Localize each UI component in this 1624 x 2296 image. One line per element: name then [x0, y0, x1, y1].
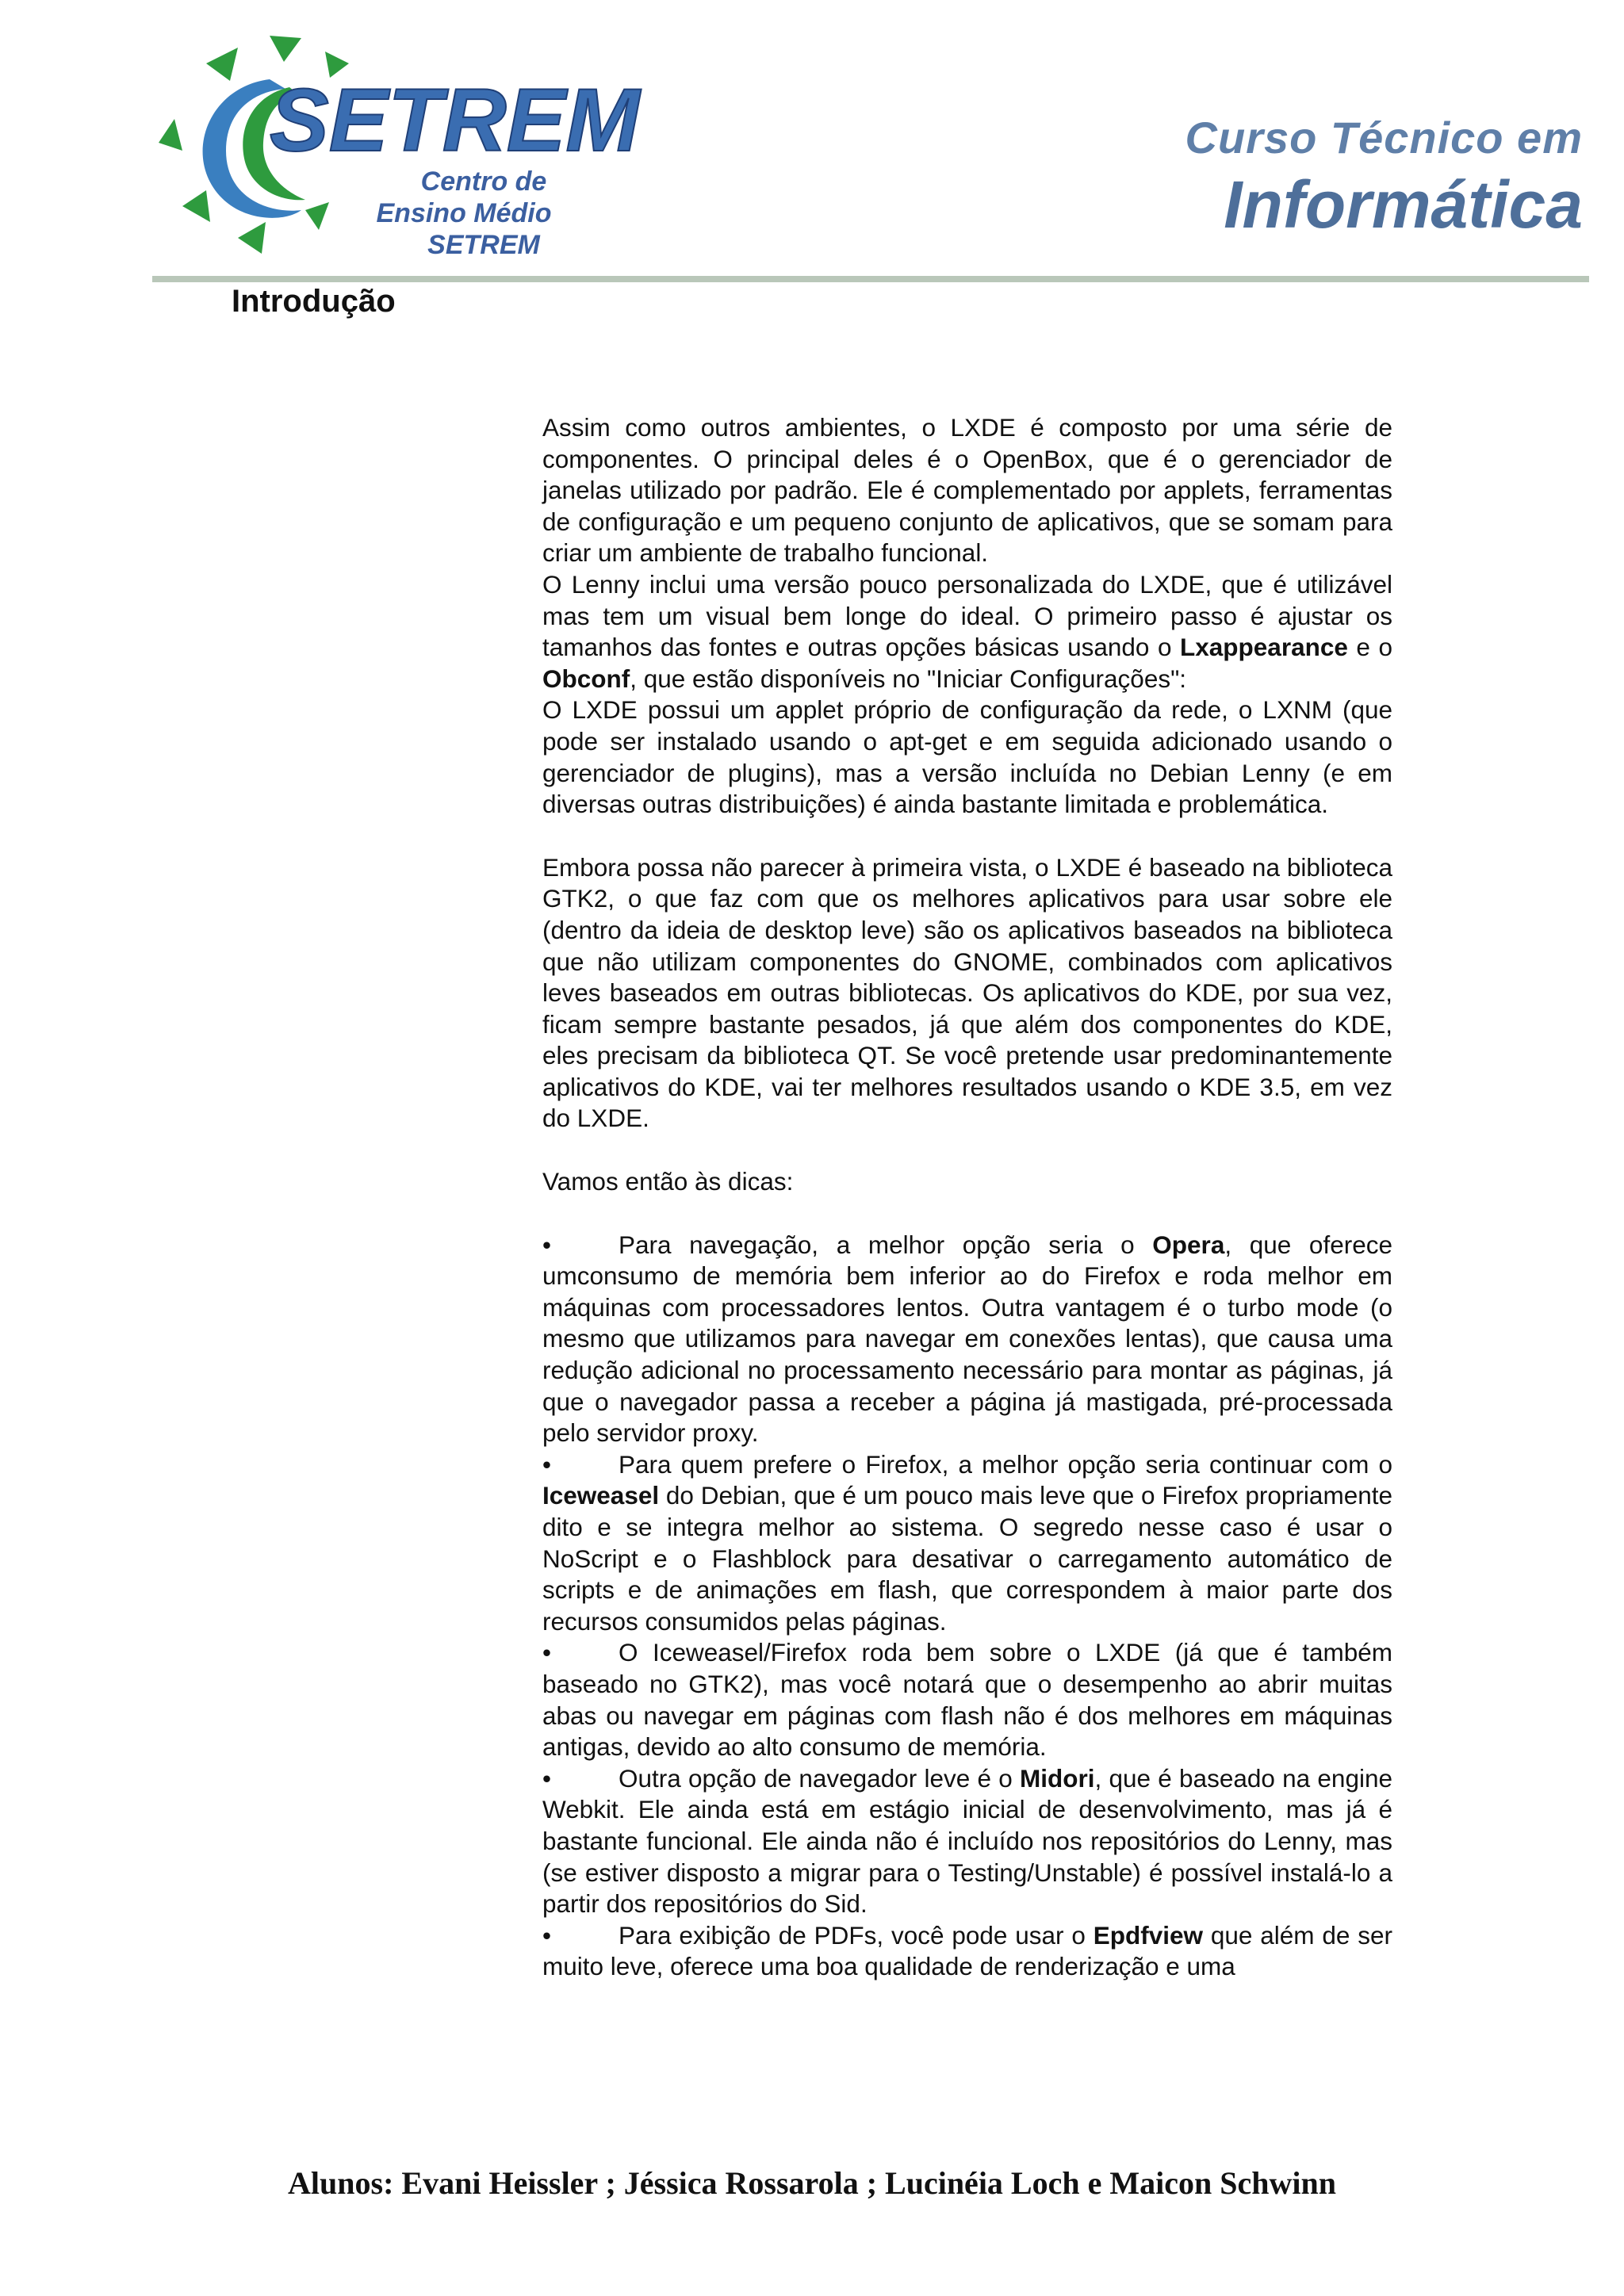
list-item-text-a: Para exibição de PDFs, você pode usar o: [619, 1920, 1094, 1950]
list-item-text-c: que além de ser muito leve, oferece uma boa qualidade de renderização e uma: [542, 1920, 1392, 1981]
list-item-text-a: O Iceweasel/Firefox roda bem sobre o LXDE (já que é também baseado no GTK2), mas você notará que o desempenho ao abrir muitas abas ou navegar em páginas com flash não é dos melhores em máquinas antigas, devido ao alto consumo de memória.: [542, 1638, 1392, 1762]
spacer: [542, 1198, 1392, 1230]
list-item-bold: Midori: [1020, 1763, 1095, 1793]
list-item-text-c: , que oferece umconsumo de memória bem inferior ao do Firefox e roda melhor em máquinas com processadores lentos. Outra vantagem é o turbo mode (o mesmo que utilizamos para navegar em conexões lentas), que causa uma redução adicional no processamento necessário para montar as páginas, já que o navegador passa a receber a página já mastigada, pré-processada pelo servidor proxy.: [542, 1230, 1392, 1448]
paragraph-1: Assim como outros ambientes, o LXDE é composto por uma série de componentes. O principal deles é o OpenBox, que é o gerenciador de janelas utilizado por padrão. Ele é complementado por applets, ferramentas de configuração e um pequeno conjunto de aplicativos, que se somam para criar um ambiente de trabalho funcional.: [542, 413, 1392, 568]
logo-subtitle-3: SETREM: [427, 230, 540, 260]
paragraph-2-text-d: , que estão disponíveis no "Iniciar Configurações":: [630, 664, 1187, 693]
list-item: [542, 1230, 1392, 1449]
logo-triangle: [270, 36, 301, 62]
course-title-line2: Informática: [1224, 167, 1583, 242]
logo-brand-text: SETREM: [270, 71, 640, 170]
main-content: [542, 412, 1392, 1983]
list-item-text-a: Para quem prefere o Firefox, a melhor opção seria continuar com o: [619, 1449, 1392, 1479]
paragraph-5: Vamos então às dicas:: [542, 1167, 794, 1196]
list-item: [542, 1637, 1392, 1762]
paragraph-2: [542, 569, 1392, 695]
list-item-text-a: Outra opção de navegador leve é o: [619, 1763, 1020, 1793]
bullet-icon: •: [542, 1763, 552, 1793]
list-item: [542, 1920, 1392, 1983]
paragraph-2-bold-obconf: Obconf: [542, 664, 630, 693]
list-item: [542, 1449, 1392, 1638]
logo-triangle: [159, 119, 182, 151]
header-divider: [152, 276, 1589, 282]
logo-subtitle-2: Ensino Médio: [376, 198, 552, 228]
list-item-bold: Opera: [1152, 1230, 1225, 1259]
logo-triangle: [238, 222, 266, 254]
list-item-text-c: , que é baseado na engine Webkit. Ele ainda está em estágio inicial de desenvolvimento, mas já é bastante funcional. Ele ainda não é incluído nos repositórios do Lenny, mas (se estiver disposto a migrar para o Testing/Unstable) é possível instalá-lo a partir dos repositórios do Sid.: [542, 1763, 1392, 1919]
paragraph-2-bold-lxappearance: Lxappearance: [1180, 633, 1348, 662]
bullet-icon: •: [542, 1230, 552, 1259]
setrem-logo: [151, 32, 690, 270]
list-item-text-c: do Debian, que é um pouco mais leve que o Firefox propriamente dito e se integra melhor ao sistema. O segredo nesse caso é usar o NoScript e o Flashblock para desativar o carregamento automático de scripts e de animações em flash, que correspondem à maior parte dos recursos consumidos pelas páginas.: [542, 1481, 1392, 1636]
bullet-icon: •: [542, 1920, 552, 1950]
logo-triangle: [182, 190, 210, 222]
footer-authors: Alunos: Evani Heissler ; Jéssica Rossarola ; Lucinéia Loch e Maicon Schwinn: [288, 2165, 1336, 2201]
paragraph-2-text-c: e o: [1347, 633, 1392, 662]
logo-triangle: [206, 48, 238, 81]
spacer: [542, 1135, 1392, 1166]
list-item: [542, 1763, 1392, 1920]
list-item-bold: Epdfview: [1093, 1920, 1204, 1950]
bullet-icon: •: [542, 1449, 552, 1479]
paragraph-2-text-a: O Lenny inclui uma versão pouco personalizada do LXDE, que é utilizável mas tem um visual bem longe do ideal. O primeiro passo é ajustar os tamanhos das fontes e outras opções básicas usando o: [542, 569, 1392, 662]
bullet-icon: •: [542, 1638, 552, 1667]
course-title: [1139, 113, 1583, 243]
list-item-bold: Iceweasel: [542, 1481, 660, 1510]
paragraph-4: Embora possa não parecer à primeira vista, o LXDE é baseado na biblioteca GTK2, o que faz com que os melhores aplicativos para usar sobre ele (dentro da ideia de desktop leve) são os aplicativos baseados na biblioteca que não utilizam componentes do GNOME, combinados com aplicativos leves baseados em outras bibliotecas. Os aplicativos do KDE, por sua vez, ficam sempre bastante pesados, já que além dos componentes do KDE, eles precisam da biblioteca QT. Se você pretende usar predominantemente aplicativos do KDE, vai ter melhores resultados usando o KDE 3.5, em vez do LXDE.: [542, 852, 1392, 1133]
course-title-line1: Curso Técnico em: [1185, 113, 1583, 163]
paragraph-3: O LXDE possui um applet próprio de configuração da rede, o LXNM (que pode ser instalado usando o apt-get e em seguida adicionado usando o gerenciador de plugins), mas a versão incluída no Debian Lenny (e em diversas outras distribuições) é ainda bastante limitada e problemática.: [542, 695, 1392, 819]
logo-triangle: [305, 202, 329, 230]
section-title: Introdução: [232, 284, 396, 319]
spacer: [542, 821, 1392, 852]
list-item-text-a: Para navegação, a melhor opção seria o: [619, 1230, 1153, 1259]
logo-subtitle-1: Centro de: [420, 166, 547, 197]
